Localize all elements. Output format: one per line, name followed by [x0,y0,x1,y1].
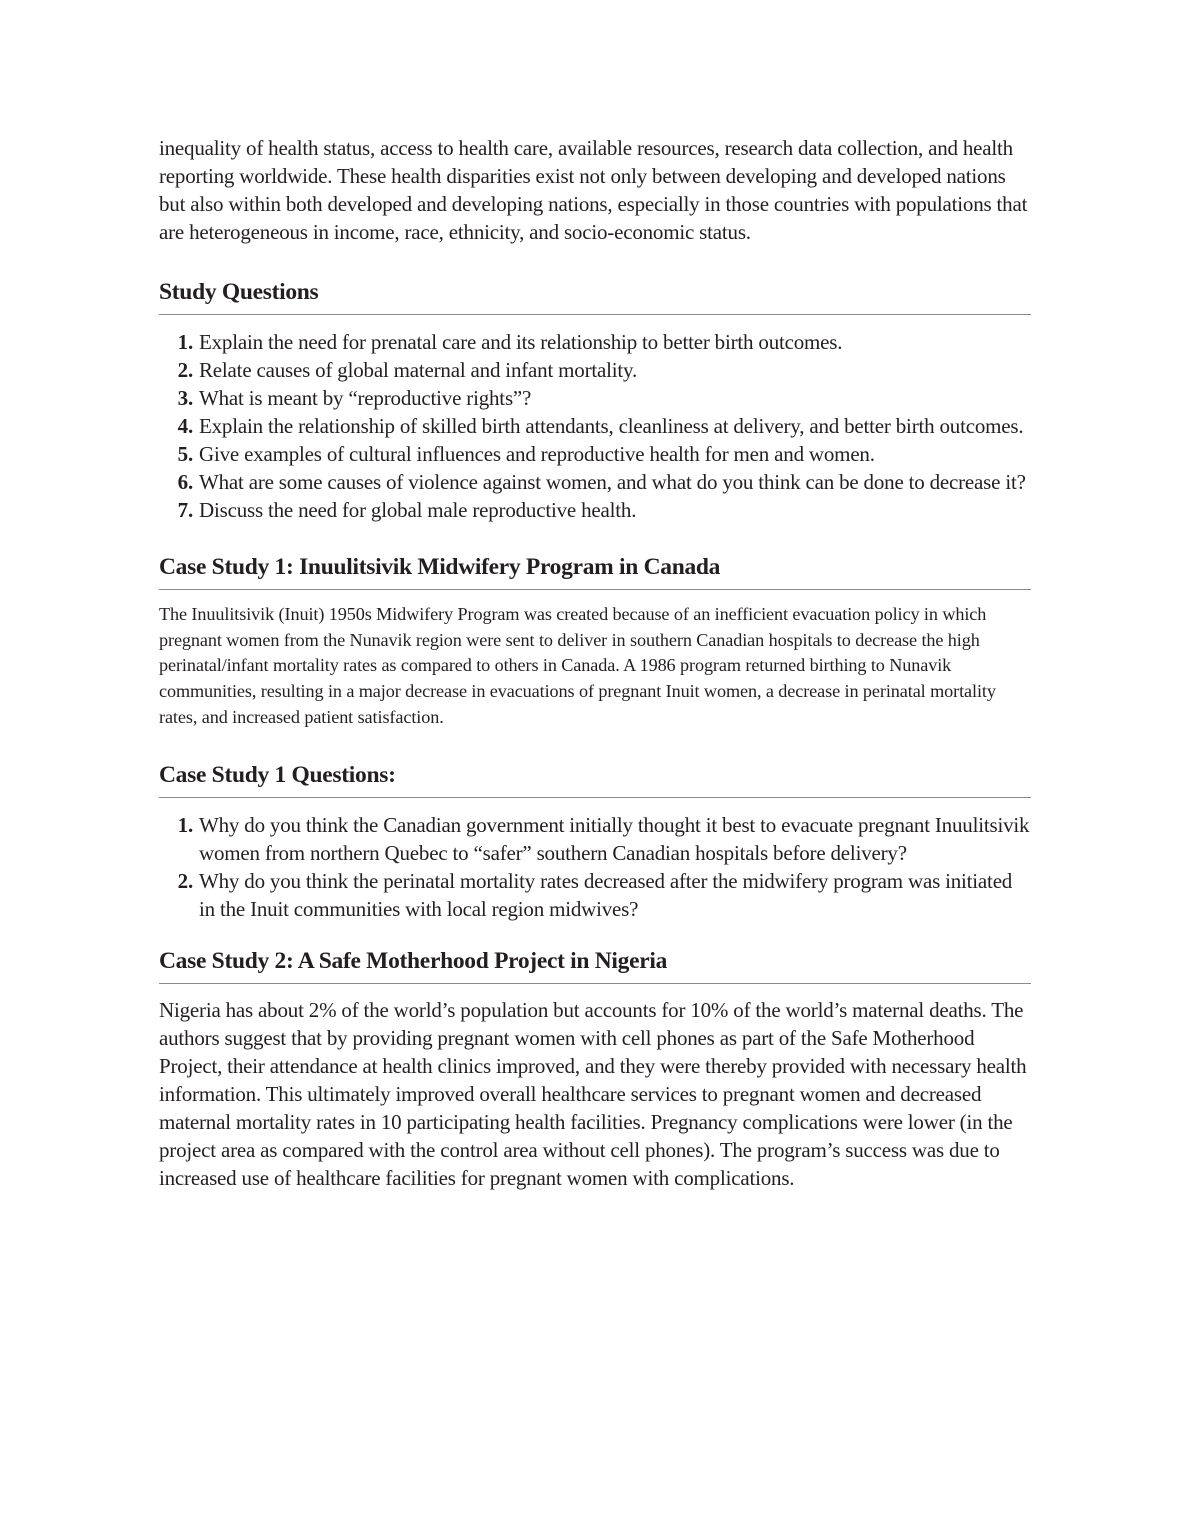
item-number: 1. [177,330,193,354]
case-study-2-heading: Case Study 2: A Safe Motherhood Project in Nigeria [159,948,1031,984]
case-study-1-questions-section [159,762,1031,923]
item-number: 4. [177,414,193,438]
item-text: Discuss the need for global male reproductive health. [199,498,637,522]
item-text: Give examples of cultural influences and reproductive health for men and women. [199,442,875,466]
item-number: 6. [177,470,193,494]
list-item [159,440,1031,468]
item-text: Explain the relationship of skilled birth attendants, cleanliness at delivery, and better birth outcomes. [199,414,1024,438]
case-study-2-section [159,948,1031,1192]
case-study-1-questions-heading: Case Study 1 Questions: [159,762,1031,798]
intro-paragraph: inequality of health status, access to health care, available resources, research data collection, and health reporting worldwide. These health disparities exist not only between developing and developed nations but also within both developed and developing nations, especially in those countries with populations that are heterogeneous in income, race, ethnicity, and socio-economic status. [159,136,1028,244]
document-page [159,134,1031,1192]
list-item [159,867,1031,923]
list-item [159,384,1031,412]
case-study-2-paragraph: Nigeria has about 2% of the world’s population but accounts for 10% of the world’s maternal deaths. The authors suggest that by providing pregnant women with cell phones as part of the Safe Motherhood Project, their attendance at health clinics improved, and they were thereby provided with necessary health information. This ultimately improved overall healthcare services to pregnant women and decreased maternal mortality rates in 10 participating health facilities. Pregnancy complications were lower (in the project area as compared with the control area without cell phones). The program’s success was due to increased use of healthcare facilities for pregnant women with complications. [159,997,1027,1190]
item-number: 7. [177,498,193,522]
item-number: 5. [177,442,193,466]
list-item [159,468,1031,496]
list-item [159,811,1031,867]
study-questions-list [159,328,1031,524]
list-item [159,496,1031,524]
case-study-1-heading: Case Study 1: Inuulitsivik Midwifery Program in Canada [159,554,1031,590]
list-item [159,356,1031,384]
list-item [159,412,1031,440]
item-number: 1. [177,812,193,837]
study-questions-section [159,279,1031,524]
item-number: 3. [177,386,193,410]
item-text: Why do you think the Canadian government initially thought it best to evacuate pregnant Inuulitsivik women from northern Quebec to “safer” southern Canadian hospitals before delivery? [199,812,1030,865]
list-item [159,328,1031,356]
item-text: What is meant by “reproductive rights”? [199,386,532,410]
item-text: What are some causes of violence against women, and what do you think can be done to decrease it? [199,470,1026,494]
case-study-1-section [159,554,1031,731]
case-study-1-questions-list [159,811,1031,923]
item-number: 2. [177,868,193,893]
item-text: Explain the need for prenatal care and its relationship to better birth outcomes. [199,330,843,354]
study-questions-heading: Study Questions [159,279,1031,315]
case-study-1-paragraph: The Inuulitsivik (Inuit) 1950s Midwifery Program was created because of an inefficient evacuation policy in which pregnant women from the Nunavik region were sent to deliver in southern Canadian hospitals to decrease the high perinatal/infant mortality rates as compared to others in Canada. A 1986 program returned birthing to Nunavik communities, resulting in a major decrease in evacuations of pregnant Inuit women, a decrease in perinatal mortality rates, and increased patient satisfaction. [159,604,996,727]
item-text: Why do you think the perinatal mortality rates decreased after the midwifery program was initiated in the Inuit communities with local region midwives? [199,868,1013,921]
item-number: 2. [177,358,193,382]
item-text: Relate causes of global maternal and infant mortality. [199,358,638,382]
